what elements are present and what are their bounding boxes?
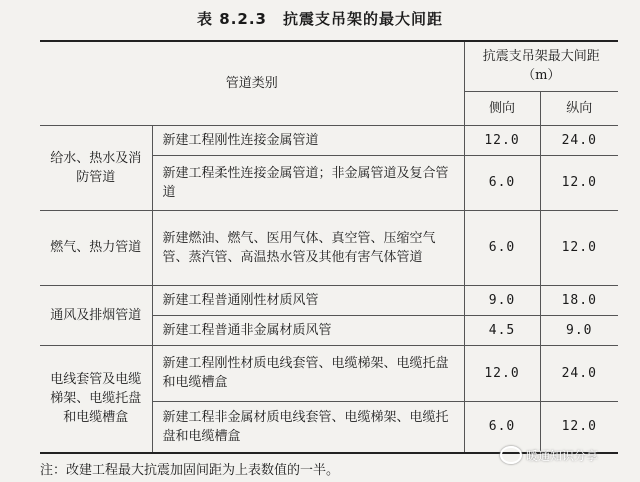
table-row <box>40 345 618 401</box>
category-cell: 通风及排烟管道 <box>40 285 152 345</box>
lateral-cell: 4.5 <box>464 315 540 345</box>
pipe-cell: 新建燃油、燃气、医用气体、真空管、压缩空气管、蒸汽管、高温热水管及其他有害气体管道 <box>152 210 464 285</box>
pipe-cell: 新建工程柔性连接金属管道；非金属管道及复合管道 <box>152 155 464 210</box>
longitudinal-cell: 12.0 <box>540 401 618 453</box>
spacing-table <box>40 40 618 454</box>
watermark-text: 暖通知识分享 <box>526 448 599 463</box>
lateral-cell: 6.0 <box>464 210 540 285</box>
header-longitudinal: 纵向 <box>540 91 618 125</box>
longitudinal-cell: 12.0 <box>540 210 618 285</box>
lateral-cell: 6.0 <box>464 401 540 453</box>
pipe-cell: 新建工程普通刚性材质风管 <box>152 285 464 315</box>
table-title: 表 8.2.3 抗震支吊架的最大间距 <box>197 10 443 28</box>
table-row <box>40 210 618 285</box>
table-row <box>40 285 618 315</box>
wechat-icon <box>500 446 522 464</box>
lateral-cell: 12.0 <box>464 345 540 401</box>
pipe-cell: 新建工程刚性连接金属管道 <box>152 125 464 155</box>
longitudinal-cell: 12.0 <box>540 155 618 210</box>
category-cell: 电线套管及电缆梯架、电缆托盘和电缆槽盒 <box>40 345 152 453</box>
category-cell: 给水、热水及消防管道 <box>40 125 152 210</box>
longitudinal-cell: 24.0 <box>540 345 618 401</box>
lateral-cell: 9.0 <box>464 285 540 315</box>
pipe-cell: 新建工程刚性材质电线套管、电缆梯架、电缆托盘和电缆槽盒 <box>152 345 464 401</box>
longitudinal-cell: 9.0 <box>540 315 618 345</box>
header-lateral: 侧向 <box>464 91 540 125</box>
lateral-cell: 12.0 <box>464 125 540 155</box>
header-pipe-type: 管道类别 <box>40 41 464 125</box>
header-max-spacing: 抗震支吊架最大间距（m） <box>464 41 618 91</box>
table-note: 注：改建工程最大抗震加固间距为上表数值的一半。 <box>40 463 340 478</box>
longitudinal-cell: 24.0 <box>540 125 618 155</box>
pipe-cell: 新建工程普通非金属材质风管 <box>152 315 464 345</box>
watermark <box>500 446 598 464</box>
category-cell: 燃气、热力管道 <box>40 210 152 285</box>
pipe-cell: 新建工程非金属材质电线套管、电缆梯架、电缆托盘和电缆槽盒 <box>152 401 464 453</box>
longitudinal-cell: 18.0 <box>540 285 618 315</box>
table-row <box>40 125 618 155</box>
lateral-cell: 6.0 <box>464 155 540 210</box>
